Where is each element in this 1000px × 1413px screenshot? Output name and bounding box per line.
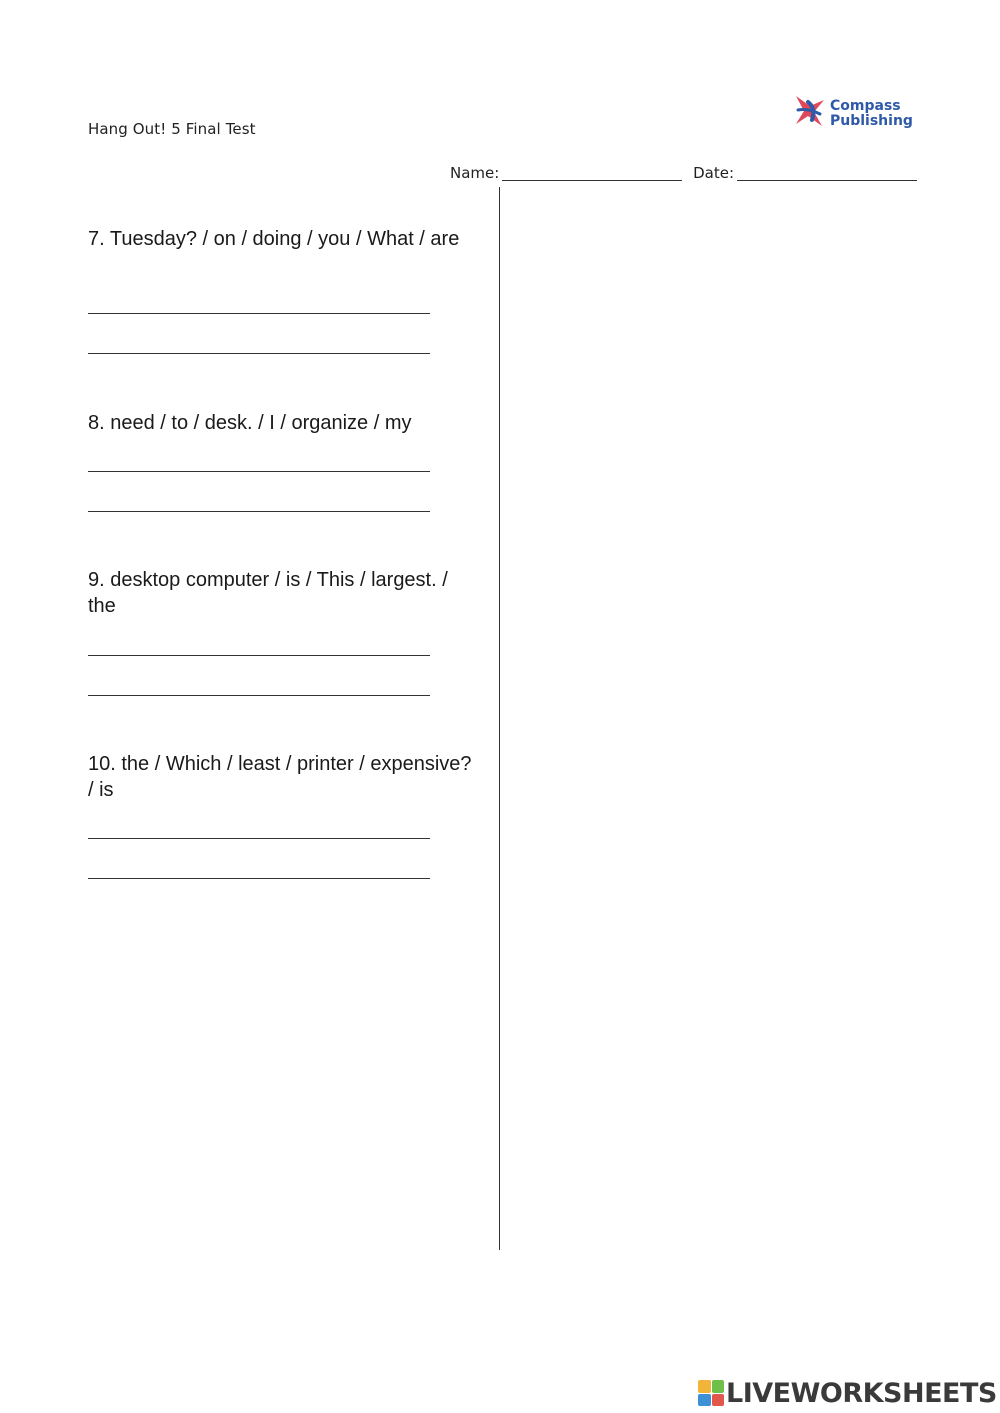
compass-publishing-logo bbox=[788, 82, 913, 134]
question-7: 7. Tuesday? / on / doing / you / What / are bbox=[88, 228, 460, 250]
compass-star-icon bbox=[790, 92, 832, 132]
answer-line-9a[interactable] bbox=[88, 655, 430, 656]
name-label: Name: bbox=[450, 164, 500, 182]
liveworksheets-watermark bbox=[698, 1378, 997, 1408]
logo-line-2: Publishing bbox=[830, 113, 913, 129]
answer-line-7a[interactable] bbox=[88, 313, 430, 314]
date-label: Date: bbox=[693, 164, 734, 182]
watermark-text: LIVEWORKSHEETS bbox=[726, 1377, 997, 1409]
column-divider bbox=[499, 187, 500, 1250]
answer-line-10a[interactable] bbox=[88, 838, 430, 839]
liveworksheets-badge-icon bbox=[698, 1380, 724, 1406]
answer-line-8a[interactable] bbox=[88, 471, 430, 472]
answer-line-10b[interactable] bbox=[88, 878, 430, 879]
answer-line-8b[interactable] bbox=[88, 511, 430, 512]
date-field[interactable] bbox=[737, 165, 917, 181]
question-10: 10. the / Which / least / printer / expensive? / is bbox=[88, 753, 472, 801]
question-8: 8. need / to / desk. / I / organize / my bbox=[88, 412, 412, 434]
name-field[interactable] bbox=[502, 165, 682, 181]
answer-line-9b[interactable] bbox=[88, 695, 430, 696]
page-title: Hang Out! 5 Final Test bbox=[88, 120, 256, 138]
name-date-row bbox=[450, 164, 917, 182]
answer-line-7b[interactable] bbox=[88, 353, 430, 354]
logo-line-1: Compass bbox=[830, 98, 901, 114]
question-9: 9. desktop computer / is / This / largest. / the bbox=[88, 569, 448, 617]
